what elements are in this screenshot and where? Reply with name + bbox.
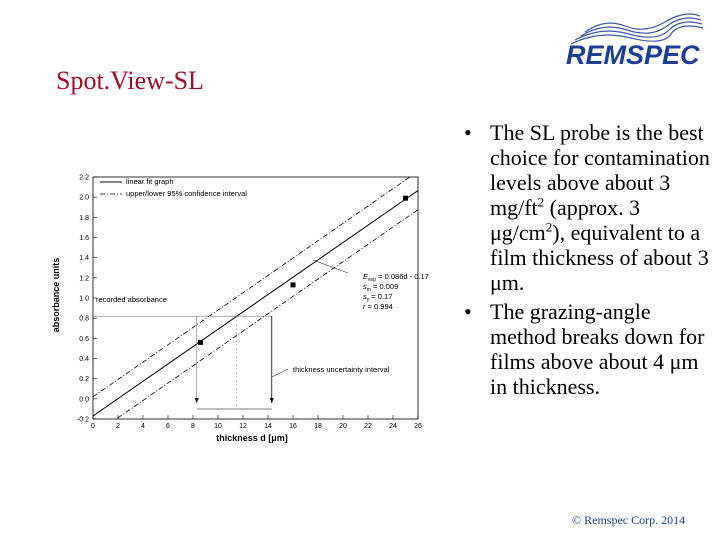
interval-leader — [272, 369, 288, 377]
annotation-thickness-interval: thickness uncertainty interval — [293, 365, 390, 374]
x-tick-label: 2 — [116, 423, 120, 430]
x-tick-label: 16 — [289, 423, 297, 430]
bullet-glyph: • — [464, 299, 472, 324]
bullet-glyph: • — [464, 120, 472, 145]
y-tick-label: 0.6 — [79, 335, 89, 343]
x-tick-label: 8 — [191, 423, 195, 430]
interval-left-arrow — [195, 398, 199, 403]
bullet-text: The SL probe is the best choice for contamination levels above about 3 mg/ft — [490, 120, 710, 220]
bullet-text: The grazing-angle method breaks down for films above about 4 μm in thickness. — [490, 299, 705, 399]
x-tick-label: 20 — [339, 423, 347, 430]
stat-subscript: m — [366, 287, 371, 293]
stat-subscript: exp — [368, 277, 377, 283]
legend-entry-confidence: upper/lower 95% confidence interval — [126, 189, 247, 198]
x-tick-label: 18 — [314, 423, 322, 430]
x-tick-label: 0 — [91, 423, 95, 430]
bullet-text: (approx. 3 μg/cm — [490, 195, 641, 245]
y-axis-label: absorbance units — [51, 257, 61, 333]
stat-value: = 0.994 — [365, 302, 393, 311]
calibration-chart — [50, 165, 440, 445]
y-tick-label: 2.0 — [79, 194, 89, 202]
x-tick-label: 14 — [264, 423, 272, 430]
data-point — [403, 196, 408, 201]
annotation-recorded-absorbance: recorded absorbance — [96, 295, 167, 304]
y-tick-label: 0.2 — [79, 376, 89, 384]
stat-symbol: s — [363, 292, 367, 301]
x-tick-label: 4 — [141, 423, 145, 430]
bullet-item — [462, 299, 712, 399]
stat-value: = 0.009 — [370, 282, 399, 291]
stat-symbol: r — [363, 302, 366, 311]
data-point — [198, 340, 203, 345]
x-tick-label: 24 — [389, 423, 397, 430]
stat-value: = 0.17 — [369, 292, 393, 301]
y-tick-label: 0.8 — [79, 315, 89, 323]
upper-confidence-line — [93, 171, 418, 396]
x-tick-label: 12 — [239, 423, 247, 430]
y-tick-label: 2.2 — [79, 174, 89, 182]
data-point — [291, 282, 296, 287]
lower-confidence-line — [93, 210, 418, 435]
y-tick-label: 1.8 — [79, 214, 89, 222]
x-axis-label: thickness d [μm] — [216, 433, 288, 443]
y-tick-label: 1.4 — [79, 255, 89, 263]
superscript: 2 — [537, 194, 545, 210]
x-tick-label: 10 — [214, 423, 222, 430]
bullet-item — [462, 120, 712, 295]
interval-right-arrow — [270, 398, 274, 403]
x-tick-label: 6 — [166, 423, 170, 430]
bullet-text: ), equivalent to a film thickness of about 3 μm. — [490, 220, 709, 295]
stat-value: = 0.086d - 0.17 — [376, 272, 429, 281]
stat-symbol: E — [363, 272, 369, 281]
logo-text: REMSPEC — [566, 40, 700, 70]
y-tick-label: 1.0 — [79, 295, 89, 303]
x-tick-label: 26 — [414, 423, 422, 430]
stat-symbol: s — [363, 282, 367, 291]
fit-statistic-line — [363, 302, 393, 311]
copyright-notice: © Remspec Corp. 2014 — [572, 513, 686, 527]
page-title: Spot.View-SL — [56, 66, 204, 95]
y-tick-label: 1.2 — [79, 275, 89, 283]
x-tick-label: 22 — [364, 423, 372, 430]
y-tick-label: 1.6 — [79, 235, 89, 242]
superscript: 2 — [545, 219, 553, 235]
legend-entry-fit: linear fit graph — [126, 177, 174, 186]
y-tick-label: 0.4 — [79, 356, 89, 363]
fit-statistics — [363, 272, 429, 311]
stat-subscript: y — [366, 297, 370, 303]
bullet-list — [462, 120, 712, 403]
y-tick-label: -0.2 — [76, 416, 89, 424]
y-tick-label: 0.0 — [79, 396, 89, 404]
